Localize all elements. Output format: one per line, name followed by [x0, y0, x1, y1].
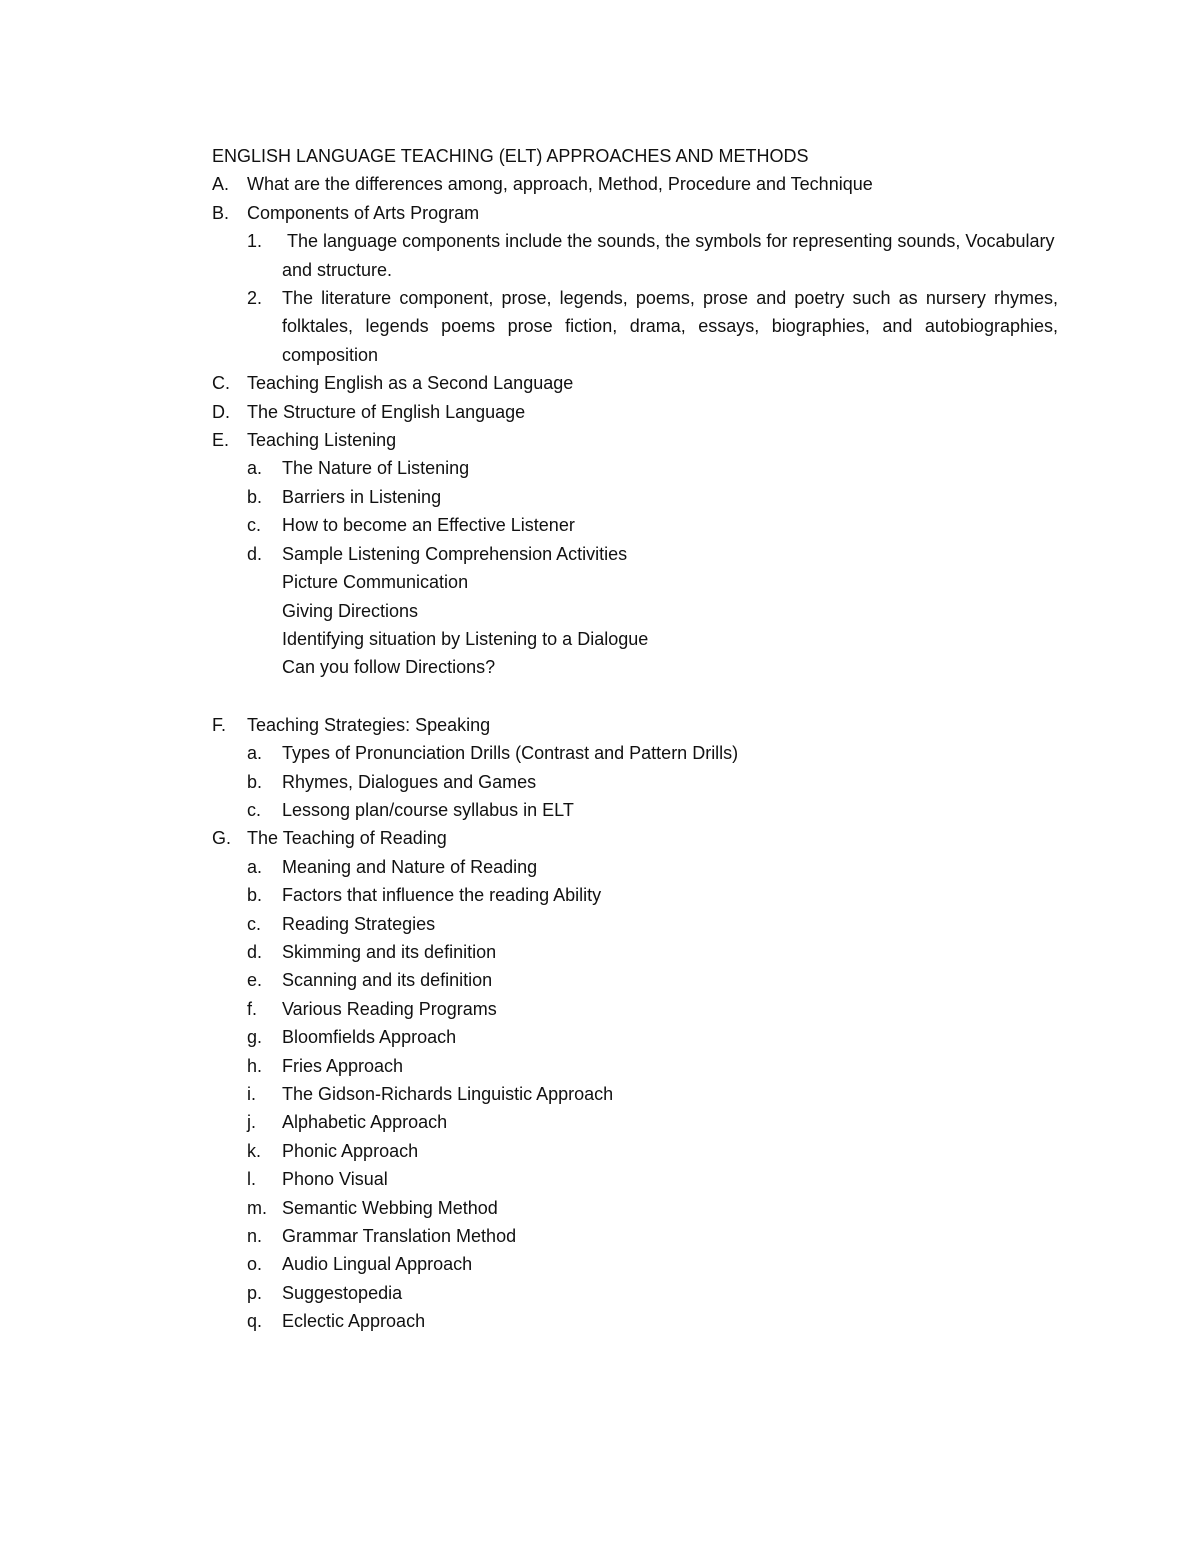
section-marker: C.: [212, 373, 230, 394]
list-item: [247, 1137, 1058, 1165]
item-text: Lessong plan/course syllabus in ELT: [282, 799, 574, 820]
list-item: [247, 1222, 1058, 1250]
item-marker: h.: [247, 1055, 263, 1076]
item-marker: k.: [247, 1140, 262, 1161]
list-item: [247, 1279, 1058, 1307]
list-item: [247, 540, 1058, 568]
item-text: Rhymes, Dialogues and Games: [282, 771, 537, 792]
list-item: [247, 853, 1058, 881]
item-marker: d.: [247, 941, 263, 962]
item-text: Audio Lingual Approach: [282, 1254, 473, 1275]
list-item: [247, 739, 1058, 767]
section-heading: The Teaching of Reading: [247, 828, 447, 849]
item-marker: p.: [247, 1282, 263, 1303]
item-text: Eclectic Approach: [282, 1311, 426, 1332]
blank-line: [212, 682, 1058, 711]
item-marker: q.: [247, 1311, 263, 1332]
item-text: Grammar Translation Method: [282, 1226, 517, 1247]
list-item: [247, 1194, 1058, 1222]
item-text: The Gidson-Richards Linguistic Approach: [282, 1084, 614, 1104]
section-a: [212, 170, 1058, 198]
item-marker: j.: [247, 1112, 256, 1133]
section-marker: B.: [212, 202, 230, 223]
item-text: Suggestopedia: [282, 1282, 403, 1303]
item-text: The language components include the sounds, the symbols for representing sounds, Vocabulary and structure.: [282, 231, 1060, 280]
section-heading: What are the differences among, approach, Method, Procedure and Technique: [247, 174, 873, 195]
item-text: Types of Pronunciation Drills (Contrast and Pattern Drills): [282, 743, 739, 764]
activity-item: Giving Directions: [282, 600, 419, 621]
item-marker: i.: [247, 1084, 256, 1104]
item-marker: b.: [247, 771, 263, 792]
item-marker: o.: [247, 1254, 263, 1275]
section-heading: Components of Arts Program: [247, 202, 480, 223]
section-heading: Teaching Listening: [247, 430, 397, 451]
list-item: [247, 1165, 1058, 1193]
list-item: [247, 938, 1058, 966]
item-text: The Nature of Listening: [282, 458, 470, 479]
section-heading: The Structure of English Language: [247, 401, 526, 422]
item-marker: l.: [247, 1169, 256, 1190]
list-item: [247, 227, 1058, 284]
item-marker: n.: [247, 1226, 263, 1247]
item-marker: 1.: [247, 231, 263, 252]
item-marker: e.: [247, 970, 263, 991]
list-item: [247, 483, 1058, 511]
section-b: [212, 199, 1058, 227]
item-marker: c.: [247, 913, 262, 934]
item-marker: a.: [247, 743, 263, 764]
activity-item: Identifying situation by Listening to a Dialogue: [282, 628, 649, 649]
list-item: [247, 910, 1058, 938]
section-c: [212, 369, 1058, 397]
list-item: [247, 1108, 1058, 1136]
list-item: [247, 1023, 1058, 1051]
item-text: Various Reading Programs: [282, 998, 497, 1019]
document-title: ENGLISH LANGUAGE TEACHING (ELT) APPROACHES AND METHODS: [212, 146, 809, 166]
item-text: Phonic Approach: [282, 1140, 419, 1161]
section-marker: D.: [212, 401, 230, 422]
section-heading: Teaching Strategies: Speaking: [247, 714, 491, 735]
item-marker: b.: [247, 486, 263, 507]
section-e: [212, 426, 1058, 454]
item-text: Factors that influence the reading Ability: [282, 885, 602, 906]
list-item: [247, 768, 1058, 796]
item-marker: g.: [247, 1027, 263, 1048]
item-text: Fries Approach: [282, 1055, 404, 1076]
item-text: Scanning and its definition: [282, 970, 493, 991]
item-marker: a.: [247, 458, 263, 479]
list-item: [247, 995, 1058, 1023]
item-text: Barriers in Listening: [282, 486, 442, 507]
activity-item: Can you follow Directions?: [282, 657, 496, 678]
item-text: Semantic Webbing Method: [282, 1197, 498, 1218]
item-marker: 2.: [247, 288, 263, 309]
item-marker: f.: [247, 998, 258, 1019]
item-marker: d.: [247, 543, 263, 564]
item-marker: b.: [247, 885, 263, 906]
item-text: Reading Strategies: [282, 913, 436, 934]
document-body: [212, 142, 1058, 1336]
section-g: [212, 824, 1058, 852]
list-item: [247, 454, 1058, 482]
item-text: Bloomfields Approach: [282, 1027, 457, 1048]
item-text: The literature component, prose, legends, poems, prose and poetry such as nursery rhymes, folktales, legends poems prose fiction, drama, essays, biographies, and autobiographies, composition: [282, 288, 1058, 365]
section-marker: G.: [212, 828, 232, 849]
section-d: [212, 398, 1058, 426]
item-text: Sample Listening Comprehension Activities: [282, 543, 628, 564]
section-marker: F.: [212, 714, 227, 735]
item-text: Meaning and Nature of Reading: [282, 856, 538, 877]
item-marker: c.: [247, 799, 262, 820]
list-item: [247, 1080, 1058, 1108]
item-text: How to become an Effective Listener: [282, 515, 575, 536]
list-item: [247, 1052, 1058, 1080]
list-item: [247, 881, 1058, 909]
item-marker: c.: [247, 515, 262, 536]
section-marker: A.: [212, 174, 230, 195]
list-item: [247, 511, 1058, 539]
section-heading: Teaching English as a Second Language: [247, 373, 574, 394]
item-text: Phono Visual: [282, 1169, 388, 1190]
list-item: [247, 966, 1058, 994]
item-marker: a.: [247, 856, 263, 877]
activity-item: Picture Communication: [282, 572, 469, 593]
list-item: [247, 1307, 1058, 1335]
item-text: Alphabetic Approach: [282, 1112, 448, 1133]
section-marker: E.: [212, 430, 230, 451]
list-item: [247, 796, 1058, 824]
section-f: [212, 711, 1058, 739]
list-item: [247, 284, 1058, 369]
item-text: Skimming and its definition: [282, 941, 497, 962]
item-marker: m.: [247, 1197, 267, 1218]
list-item: [247, 1250, 1058, 1278]
